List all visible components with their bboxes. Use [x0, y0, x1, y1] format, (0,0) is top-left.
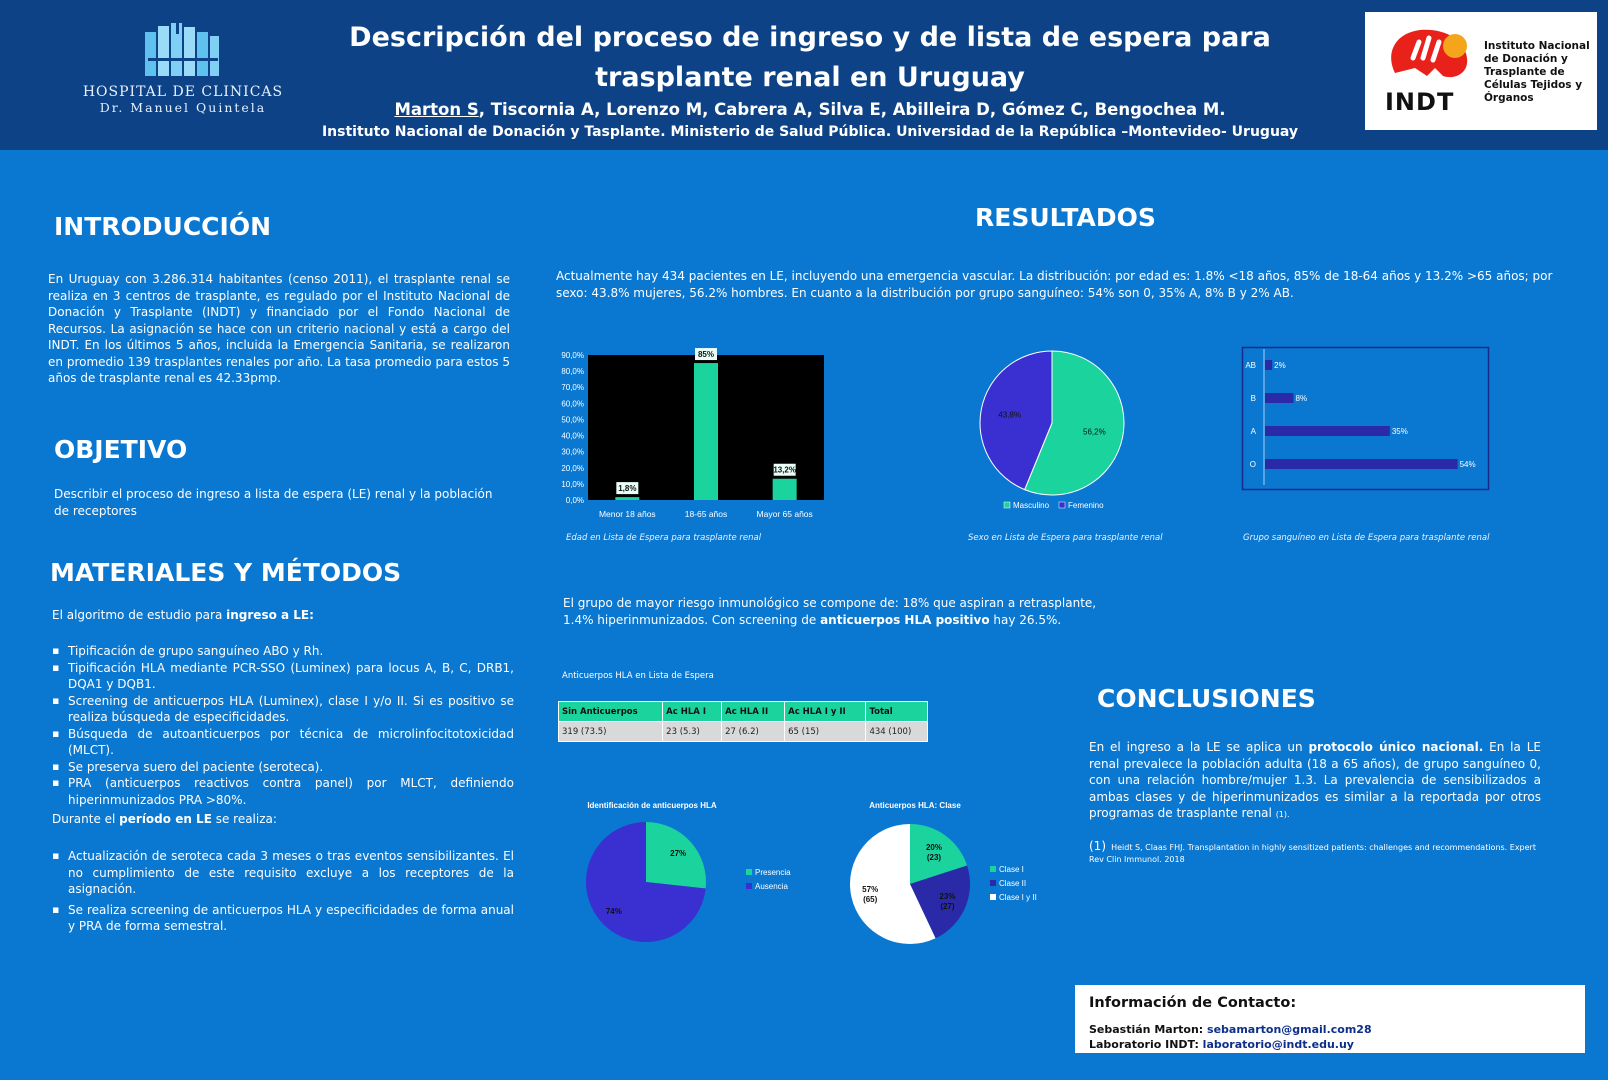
risk-text — [563, 595, 1123, 628]
legend-swatch — [990, 866, 996, 872]
data-count-label: (65) — [863, 894, 878, 904]
conclusions-pre: En el ingreso a la LE se aplica un — [1089, 740, 1309, 754]
methods-intro — [52, 607, 512, 624]
data-label: 20% — [925, 842, 942, 852]
affiliation: Instituto Nacional de Donación y Tasplante. Ministerio de Salud Pública. Universidad de la República –Montevideo- Uruguay — [321, 124, 1299, 140]
data-label: 13,2% — [773, 465, 797, 475]
results-heading: RESULTADOS — [975, 203, 1156, 232]
reference-text: Heidt S, Claas FHJ. Transplantation in highly sensitized patients: challenges and recommendations. Expert Rev Clin Immunol. 2018 — [1089, 843, 1536, 864]
poster-title: Descripción del proceso de ingreso y de lista de espera para trasplante renal en Uruguay — [349, 22, 1271, 93]
contact-line-1 — [1089, 1023, 1372, 1036]
data-label: 54% — [1459, 460, 1476, 469]
blood-group-bar-chart — [1242, 347, 1489, 490]
list-item: ▪ Tipificación de grupo sanguíneo ABO y Rh. — [52, 643, 514, 660]
authors — [305, 100, 1315, 119]
y-tick-label: 60,0% — [561, 399, 584, 409]
methods-heading: MATERIALES Y MÉTODOS — [50, 558, 402, 587]
legend-label: Clase I — [999, 865, 1024, 874]
indt-wordmark: INDT — [1385, 88, 1455, 116]
table-row — [559, 722, 928, 742]
y-tick-label: B — [1250, 394, 1256, 403]
identification-pie-chart — [570, 798, 800, 948]
legend-swatch — [746, 869, 752, 875]
list-item: ▪ Actualización de seroteca cada 3 meses o tras eventos sensibilizantes. El no cumplimiento de este requisito excluye a los receptores de la asignación. — [52, 848, 514, 898]
indt-hand-icon — [1375, 18, 1485, 98]
data-label: 57% — [862, 884, 879, 894]
y-tick-label: AB — [1245, 361, 1256, 370]
table-cell: 319 (73.5) — [559, 722, 663, 742]
risk-bold: anticuerpos HLA positivo — [820, 612, 990, 627]
legend-label: Ausencia — [755, 882, 788, 891]
list-item: ▪ Se preserva suero del paciente (seroteca). — [52, 759, 514, 776]
y-tick-label: 30,0% — [561, 447, 584, 457]
sex-chart-caption: Sexo en Lista de Espera para trasplante renal — [968, 533, 1163, 543]
data-label: 1,8% — [618, 484, 637, 494]
data-count-label: (27) — [940, 902, 955, 912]
bar — [694, 363, 718, 500]
data-label: 27% — [670, 849, 687, 859]
antibodies-table — [558, 701, 928, 742]
sex-pie-chart — [970, 345, 1160, 515]
reference-number: (1) — [1089, 839, 1106, 853]
conclusions-heading: CONCLUSIONES — [1097, 684, 1316, 713]
table-header-row — [559, 702, 928, 722]
legend-label: Femenino — [1068, 501, 1104, 510]
during-pre: Durante el — [52, 812, 120, 826]
table-header: Ac HLA I — [663, 702, 722, 722]
data-label: 8% — [1295, 394, 1308, 403]
x-tick-label: 18-65 años — [684, 509, 728, 519]
data-label: 56,2% — [1083, 427, 1106, 437]
conclusions-text — [1089, 739, 1541, 824]
legend-label: Clase II — [999, 879, 1027, 888]
data-label: 23% — [939, 892, 956, 902]
legend-swatch — [990, 894, 996, 900]
poster-header — [0, 0, 1608, 150]
during-bold: período en LE — [119, 812, 212, 826]
contact-label: Laboratorio INDT: — [1089, 1038, 1203, 1051]
hospital-name: HOSPITAL DE CLINICAS — [82, 84, 284, 100]
contact-box — [1075, 985, 1585, 1053]
hospital-building-icon — [78, 18, 288, 80]
table-cell: 65 (15) — [785, 722, 866, 742]
methods-list — [52, 643, 514, 808]
age-chart-caption: Edad en Lista de Espera para trasplante renal — [566, 533, 762, 543]
risk-pre: 1.4% hiperinmunizados. Con screening de — [563, 612, 821, 627]
x-tick-label: Menor 18 años — [598, 509, 656, 519]
other-authors: , Tiscornia A, Lorenzo M, Cabrera A, Silva E, Abilleira D, Gómez C, Bengochea M. — [478, 100, 1226, 119]
legend-swatch — [990, 880, 996, 886]
table-title: Anticuerpos HLA en Lista de Espera — [562, 671, 714, 681]
during-list — [52, 848, 514, 935]
risk-post: hay 26.5%. — [989, 612, 1062, 627]
class-pie-chart — [840, 798, 1050, 948]
y-tick-label: 10,0% — [561, 479, 584, 489]
y-tick-label: 70,0% — [561, 383, 584, 393]
table-header: Ac HLA II — [722, 702, 785, 722]
reference — [1089, 840, 1541, 866]
risk-text-line2 — [563, 612, 1123, 629]
risk-text-line1: El grupo de mayor riesgo inmunológico se compone de: 18% que aspiran a retrasplante, — [563, 596, 1097, 610]
results-text: Actualmente hay 434 pacientes en LE, incluyendo una emergencia vascular. La distribución: por edad es: 1.8% <18 años, 85% de 18-64 años y 13.2% >65 años; por sexo: 43.8% mujeres, 56.2% hombres. En cuanto a la distribución por grupo sanguíneo: 54% son 0, 35% A, 8% B y 2% AB. — [556, 269, 1553, 300]
intro-text: En Uruguay con 3.286.314 habitantes (censo 2011), el trasplante renal se realiza en 3 centros de trasplante, es regulado por el Instituto Nacional de Donación y Trasplante (INDT) y financiado por el Fondo Nacional de Recursos. La asignación se hace con un criterio nacional y está a cargo del INDT. En los últimos 5 años, incluida la Emergencia Sanitaria, se realizaron en promedio 139 trasplantes renales por año. La tasa promedio para estos 5 años de trasplante renal es 42.33pmp. — [48, 272, 510, 385]
hospital-logo — [78, 18, 288, 118]
first-author: Marton S — [394, 100, 479, 119]
bar — [1265, 426, 1390, 436]
bar — [615, 497, 639, 500]
contact-line-2 — [1089, 1038, 1354, 1051]
legend-label: Presencia — [755, 868, 791, 877]
during-intro — [52, 811, 512, 828]
y-tick-label: 0,0% — [565, 496, 584, 505]
table-cell: 23 (5.3) — [663, 722, 722, 742]
list-item: ▪ Búsqueda de autoanticuerpos por técnica de microlinfocitotoxicidad (MLCT). — [52, 726, 514, 759]
methods-intro-bold: ingreso a LE: — [226, 608, 314, 622]
during-post: se realiza: — [211, 812, 277, 826]
contact-email-link[interactable]: laboratorio@indt.edu.uy — [1202, 1038, 1354, 1051]
hospital-subtitle: Dr. Manuel Quintela — [99, 100, 267, 115]
legend-swatch — [746, 883, 752, 889]
y-tick-label: 20,0% — [561, 463, 584, 473]
objective-heading: OBJETIVO — [54, 435, 188, 464]
y-tick-label: A — [1250, 427, 1256, 436]
legend-label: Clase I y II — [999, 893, 1037, 902]
data-count-label: (23) — [926, 852, 942, 862]
bar — [773, 479, 797, 500]
y-tick-label: 90,0% — [561, 351, 584, 360]
chart-title: Anticuerpos HLA: Clase — [869, 801, 961, 810]
legend-swatch — [1059, 502, 1065, 508]
data-label: 35% — [1391, 427, 1408, 436]
legend-swatch — [1004, 502, 1010, 508]
conclusions-post: En la LE renal prevalece la población adulta (18 a 65 años), de grupo sanguíneo 0, con una relación hombre/mujer 1.3. La prevalencia de sensibilizados a ambas clases y de hiperinmunizados es similar a la reportada por otros programas de trasplante renal — [1089, 740, 1541, 820]
intro-heading: INTRODUCCIÓN — [54, 212, 272, 241]
list-item: ▪ Se realiza screening de anticuerpos HLA y especificidades de forma anual y PRA de forma semestral. — [52, 902, 514, 935]
x-tick-label: Mayor 65 años — [756, 509, 813, 519]
methods-intro-text: El algoritmo de estudio para — [52, 608, 227, 622]
legend-label: Masculino — [1013, 501, 1050, 510]
bar — [1265, 459, 1458, 469]
chart-title: Identificación de anticuerpos HLA — [587, 801, 717, 810]
table-header: Total — [866, 702, 928, 722]
table-cell: 27 (6.2) — [722, 722, 785, 742]
contact-email-link[interactable]: sebamarton@gmail.com28 — [1207, 1023, 1372, 1036]
age-bar-chart — [550, 345, 830, 525]
conclusions-ref-mark: (1). — [1275, 810, 1290, 819]
y-tick-label: O — [1249, 460, 1256, 469]
contact-heading: Información de Contacto: — [1089, 995, 1297, 1011]
data-label: 85% — [697, 350, 715, 360]
list-item: ▪ Screening de anticuerpos HLA (Luminex), clase I y/o II. Si es positivo se realiza búsqueda de especificidades. — [52, 693, 514, 726]
data-label: 43,8% — [998, 410, 1021, 420]
table-header: Sin Anticuerpos — [559, 702, 663, 722]
indt-logo — [1365, 12, 1597, 130]
y-tick-label: 40,0% — [561, 431, 584, 441]
list-item: ▪ PRA (anticuerpos reactivos contra panel) por MLCT, definiendo hiperinmunizados PRA >80%. — [52, 775, 514, 808]
contact-label: Sebastián Marton: — [1089, 1023, 1208, 1036]
table-header: Ac HLA I y II — [785, 702, 866, 722]
data-label: 74% — [605, 906, 622, 916]
table-cell: 434 (100) — [866, 722, 928, 742]
data-label: 2% — [1274, 361, 1286, 370]
bar — [1265, 360, 1272, 370]
bar — [1265, 393, 1294, 403]
conclusions-bold: protocolo único nacional. — [1308, 740, 1484, 754]
y-tick-label: 50,0% — [561, 415, 584, 425]
indt-full-name: Instituto Nacional de Donación y Trasplante de Células Tejidos y Órganos — [1484, 40, 1590, 104]
objective-text: Describir el proceso de ingreso a lista de espera (LE) renal y la población de receptores — [54, 487, 493, 518]
list-item: ▪ Tipificación HLA mediante PCR-SSO (Luminex) para locus A, B, C, DRB1, DQA1 y DQB1. — [52, 660, 514, 693]
blood-chart-caption: Grupo sanguíneo en Lista de Espera para trasplante renal — [1243, 533, 1490, 543]
y-tick-label: 80,0% — [561, 367, 584, 377]
